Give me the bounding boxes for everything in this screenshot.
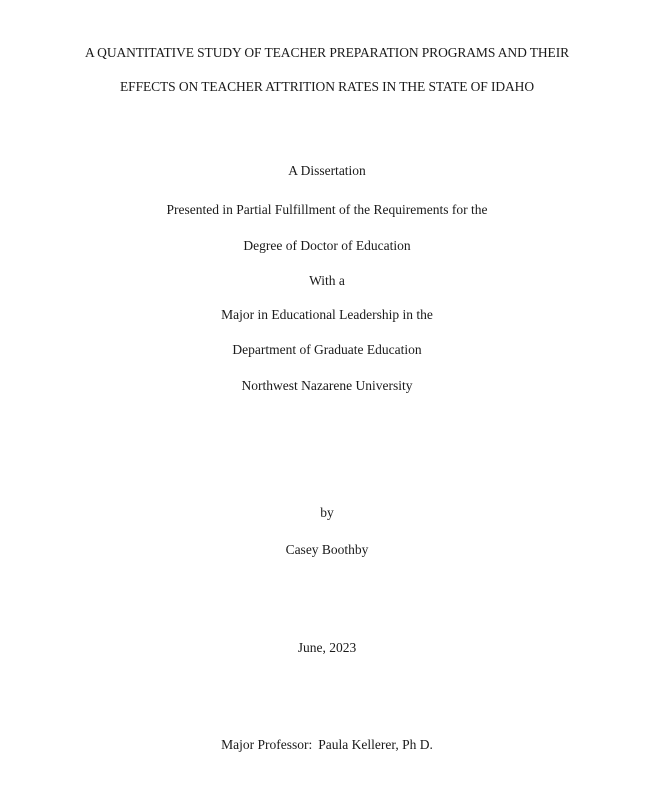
statement-line-4: With a — [309, 273, 345, 288]
major-professor — [0, 737, 654, 753]
title-line-1: A QUANTITATIVE STUDY OF TEACHER PREPARATION PROGRAMS AND THEIR — [84, 45, 569, 60]
statement-line-1: A Dissertation — [288, 163, 366, 178]
major-professor-label: Major Professor: — [221, 737, 313, 752]
major-professor-name: Paula Kellerer, Ph D. — [318, 737, 433, 752]
statement-line-3: Degree of Doctor of Education — [243, 238, 411, 253]
date: June, 2023 — [297, 640, 357, 655]
author-by: by — [320, 505, 334, 520]
statement-line-6: Department of Graduate Education — [232, 342, 422, 357]
title-line-2: EFFECTS ON TEACHER ATTRITION RATES IN THE STATE OF IDAHO — [120, 79, 534, 94]
statement-line-7: Northwest Nazarene University — [241, 378, 413, 393]
author-name: Casey Boothby — [285, 542, 369, 557]
statement-line-5: Major in Educational Leadership in the — [221, 307, 433, 322]
statement-line-2: Presented in Partial Fulfillment of the Requirements for the — [166, 202, 488, 217]
